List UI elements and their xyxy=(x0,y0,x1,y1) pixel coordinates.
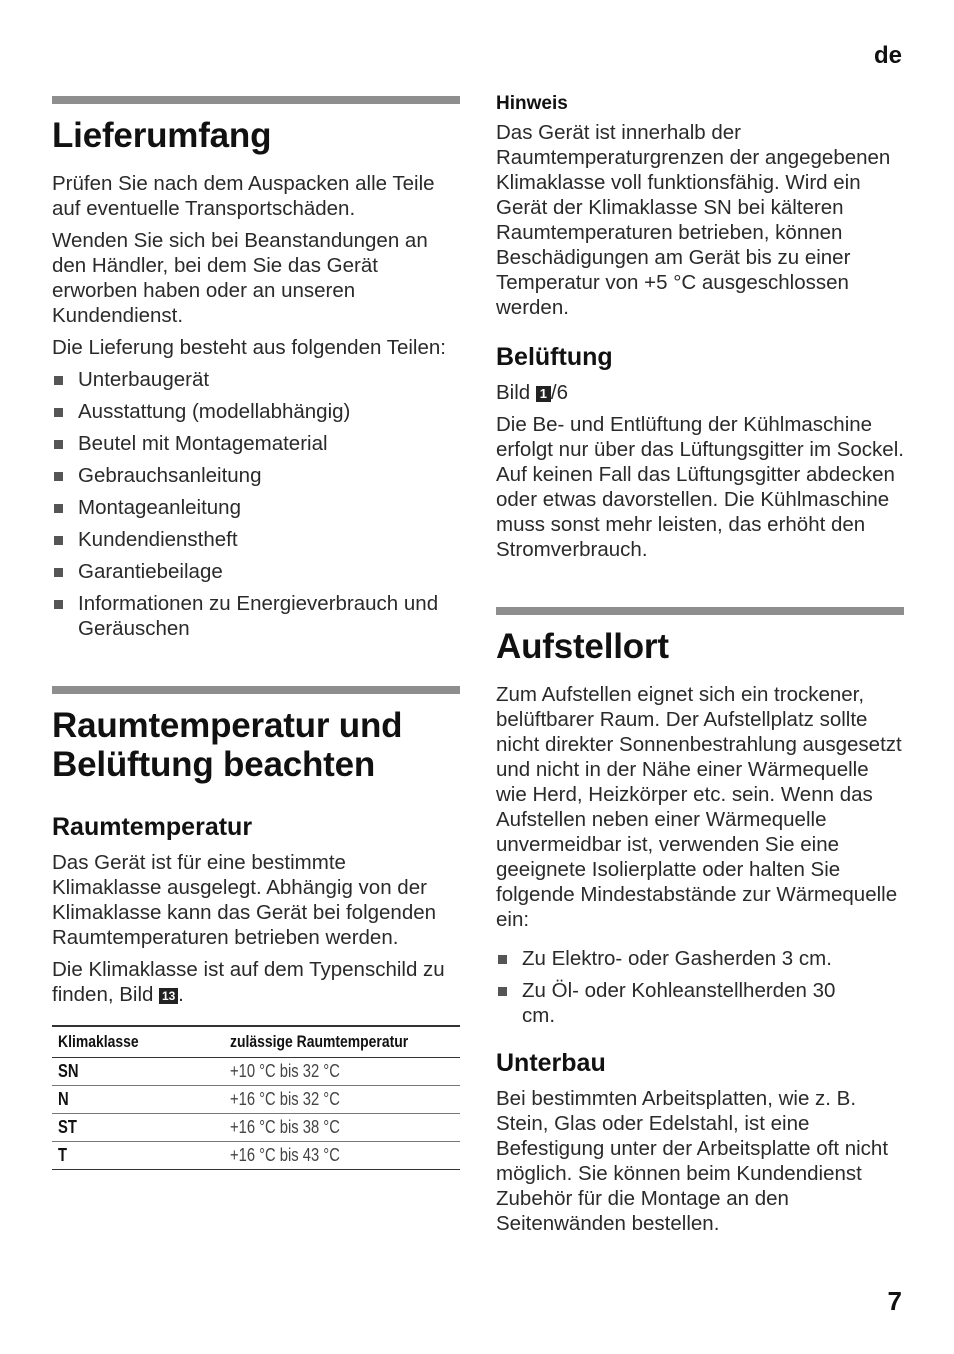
section-divider xyxy=(52,96,460,104)
subheading-belueftung: Belüftung xyxy=(496,343,613,371)
distance-list xyxy=(496,946,904,1028)
bullet-square-icon xyxy=(54,536,63,545)
delivery-list xyxy=(52,367,460,641)
aufstellort-text: Zum Aufstellen eignet sich ein trockener, belüftbarer Raum. Der Aufstellplatz sollte nicht direkter Sonnenbestrahlung ausgesetzt und nicht in der Nähe einer Wärmequelle wie Herd, Heizkörper etc. sein. Wenn das Aufstellen neben einer Wärmequelle unvermeidbar ist, verwenden Sie eine geeignete Isolierplatte oder halten Sie folgende Mindestabstände zur Wärmequelle ein: xyxy=(496,683,902,931)
climate-class-table xyxy=(52,1025,460,1170)
figure-reference: 1 xyxy=(536,386,551,402)
list-item: Zu Öl- oder Kohleanstellherden 30 cm. xyxy=(496,978,904,1028)
heading-aufstellort: Aufstellort xyxy=(496,627,669,666)
list-item: Montageanleitung xyxy=(52,495,460,520)
table-header: zulässige Raumtemperatur xyxy=(224,1026,460,1058)
bullet-square-icon xyxy=(54,568,63,577)
bullet-square-icon xyxy=(498,955,507,964)
bullet-square-icon xyxy=(54,472,63,481)
list-item: Ausstattung (modellabhängig) xyxy=(52,399,460,424)
page-number: 7 xyxy=(887,1286,902,1316)
bullet-square-icon xyxy=(54,408,63,417)
belueftung-text: Die Be- und Entlüftung der Kühlmaschine erfolgt nur über das Lüftungsgitter im Sockel. Auf keinen Fall das Lüftungsgitter abdecken oder etwas davorstellen. Die Kühlmaschine muss sonst mehr leisten, das erhöht den Stromverbrauch. xyxy=(496,413,904,561)
bullet-square-icon xyxy=(54,376,63,385)
raumtemperatur-paragraph-1: Das Gerät ist für eine bestimmte Klimaklasse ausgelegt. Abhängig von der Klimaklasse kann das Gerät bei folgenden Raumtemperaturen betrieben werden. xyxy=(52,851,437,949)
heading-lieferumfang: Lieferumfang xyxy=(52,116,272,155)
list-item: Beutel mit Montagematerial xyxy=(52,431,460,456)
language-code: de xyxy=(873,42,902,69)
list-item: Informationen zu Energieverbrauch und Geräuschen xyxy=(52,591,460,641)
belueftung-figure-ref: Bild 1 /6 xyxy=(496,381,568,404)
lieferumfang-paragraph-2: Wenden Sie sich bei Beanstandungen an den Händler, bei dem Sie das Gerät erworben haben oder an unseren Kundendienst. xyxy=(52,229,428,327)
section-divider xyxy=(496,607,904,615)
subheading-raumtemperatur: Raumtemperatur xyxy=(52,813,253,841)
subheading-unterbau: Unterbau xyxy=(496,1049,606,1077)
list-item: Unterbaugerät xyxy=(52,367,460,392)
table-row: ST +16 °C bis 38 °C xyxy=(52,1114,460,1142)
list-item: Kundendienstheft xyxy=(52,527,460,552)
lieferumfang-paragraph-1: Prüfen Sie nach dem Auspacken alle Teile auf eventuelle Transportschäden. xyxy=(52,172,435,220)
table-header: Klimaklasse xyxy=(52,1026,224,1058)
hinweis-text: Das Gerät ist innerhalb der Raumtemperaturgrenzen der angegebenen Klimaklasse voll funktionsfähig. Wird ein Gerät der Klimaklasse SN bei kälteren Raumtemperaturen betrieben, können Beschädigungen am Gerät bis zu einer Temperatur von +5 °C ausgeschlossen werden. xyxy=(496,121,891,319)
hinweis-title: Hinweis xyxy=(496,93,568,114)
bullet-square-icon xyxy=(498,987,507,996)
table-row: SN +10 °C bis 32 °C xyxy=(52,1058,460,1086)
table-row: N +16 °C bis 32 °C xyxy=(52,1086,460,1114)
list-item: Garantiebeilage xyxy=(52,559,460,584)
unterbau-text: Bei bestimmten Arbeitsplatten, wie z. B. Stein, Glas oder Edelstahl, ist eine Befestigung unter der Arbeitsplatte oft nicht möglich. Sie können beim Kundendienst Zubehör für die Montage an den Seitenwänden bestellen. xyxy=(496,1087,889,1235)
section-divider xyxy=(52,686,460,694)
list-item: Gebrauchsanleitung xyxy=(52,463,460,488)
list-item: Zu Elektro- oder Gasherden 3 cm. xyxy=(496,946,904,971)
left-column xyxy=(52,0,460,1170)
bullet-square-icon xyxy=(54,504,63,513)
heading-raumtemperatur-belueftung: Raumtemperatur und Belüftung beachten xyxy=(52,706,403,784)
raumtemperatur-paragraph-2: Die Klimaklasse ist auf dem Typenschild zu finden, Bild 13 . xyxy=(52,958,445,1006)
figure-reference: 13 xyxy=(159,988,178,1004)
table-row: T +16 °C bis 43 °C xyxy=(52,1142,460,1170)
bullet-square-icon xyxy=(54,600,63,609)
right-column xyxy=(496,0,904,1236)
lieferumfang-paragraph-3: Die Lieferung besteht aus folgenden Teilen: xyxy=(52,336,446,359)
bullet-square-icon xyxy=(54,440,63,449)
